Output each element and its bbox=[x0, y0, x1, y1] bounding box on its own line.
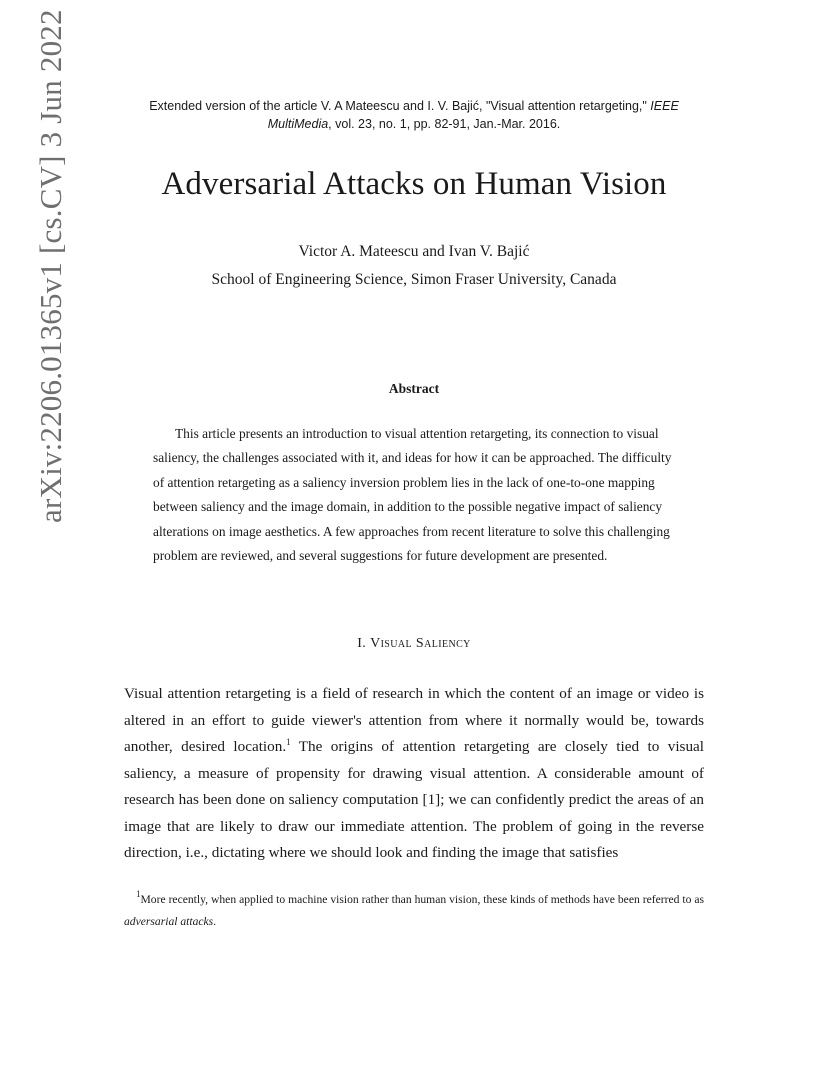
footnote-end: . bbox=[213, 915, 217, 928]
paper-affiliation: School of Engineering Science, Simon Fraser University, Canada bbox=[211, 271, 617, 288]
footnote-paragraph bbox=[124, 889, 704, 933]
footnote-marker: 1 bbox=[136, 889, 141, 899]
section-heading bbox=[124, 636, 704, 652]
body-paragraph bbox=[124, 681, 704, 867]
section-title: Visual Saliency bbox=[370, 636, 471, 651]
body-text-part1: Visual attention retargeting is a field of research in which the content of an image or video is altered in an effort to guide viewer's attention from where it normally would be, towards another, desired location. bbox=[124, 685, 704, 755]
abstract-block bbox=[153, 422, 675, 568]
arxiv-sidebar-stamp: arXiv:2206.01365v1 [cs.CV] 3 Jun 2022 bbox=[33, 9, 68, 523]
abstract-text: This article presents an introduction to visual attention retargeting, its connection to visual saliency, the challenges associated with it, and ideas for how it can be approached. The difficulty of attention retargeting as a saliency inversion problem lies in the lack of one-to-one mapping between saliency and the image domain, in addition to the possible negative impact of saliency alterations on image aesthetics. A few approaches from recent literature to solve this challenging problem are reviewed, and several suggestions for future development are presented. bbox=[153, 426, 672, 564]
body-text-part2: The origins of attention retargeting are closely tied to visual saliency, a measure of propensity for drawing visual attention. A considerable amount of research has been done on saliency computation [1]; we can confidently predict the areas of an image that are likely to draw our immediate attention. The problem of going in the reverse direction, i.e., dictating where we should look and finding the image that satisfies bbox=[124, 738, 705, 861]
note-prefix: Extended version of the article V. A Mateescu and I. V. Bajić, "Visual attention retargeting," bbox=[149, 99, 651, 113]
paper-title: Adversarial Attacks on Human Vision bbox=[161, 166, 667, 202]
note-suffix: , vol. 23, no. 1, pp. 82-91, Jan.-Mar. 2016. bbox=[328, 117, 561, 131]
paper-authors: Victor A. Mateescu and Ivan V. Bajić bbox=[298, 243, 530, 260]
footnote bbox=[124, 889, 704, 933]
footnote-emphasis: adversarial attacks bbox=[124, 915, 214, 928]
extended-version-note bbox=[124, 97, 704, 133]
note-journal: IEEE MultiMedia bbox=[267, 99, 679, 131]
footnote-text: More recently, when applied to machine vision rather than human vision, these kinds of methods have been referred to as bbox=[140, 893, 704, 906]
footnote-reference: 1 bbox=[286, 737, 291, 747]
section-number: I. bbox=[357, 636, 367, 651]
body-text bbox=[124, 681, 704, 867]
abstract-heading: Abstract bbox=[388, 381, 440, 396]
